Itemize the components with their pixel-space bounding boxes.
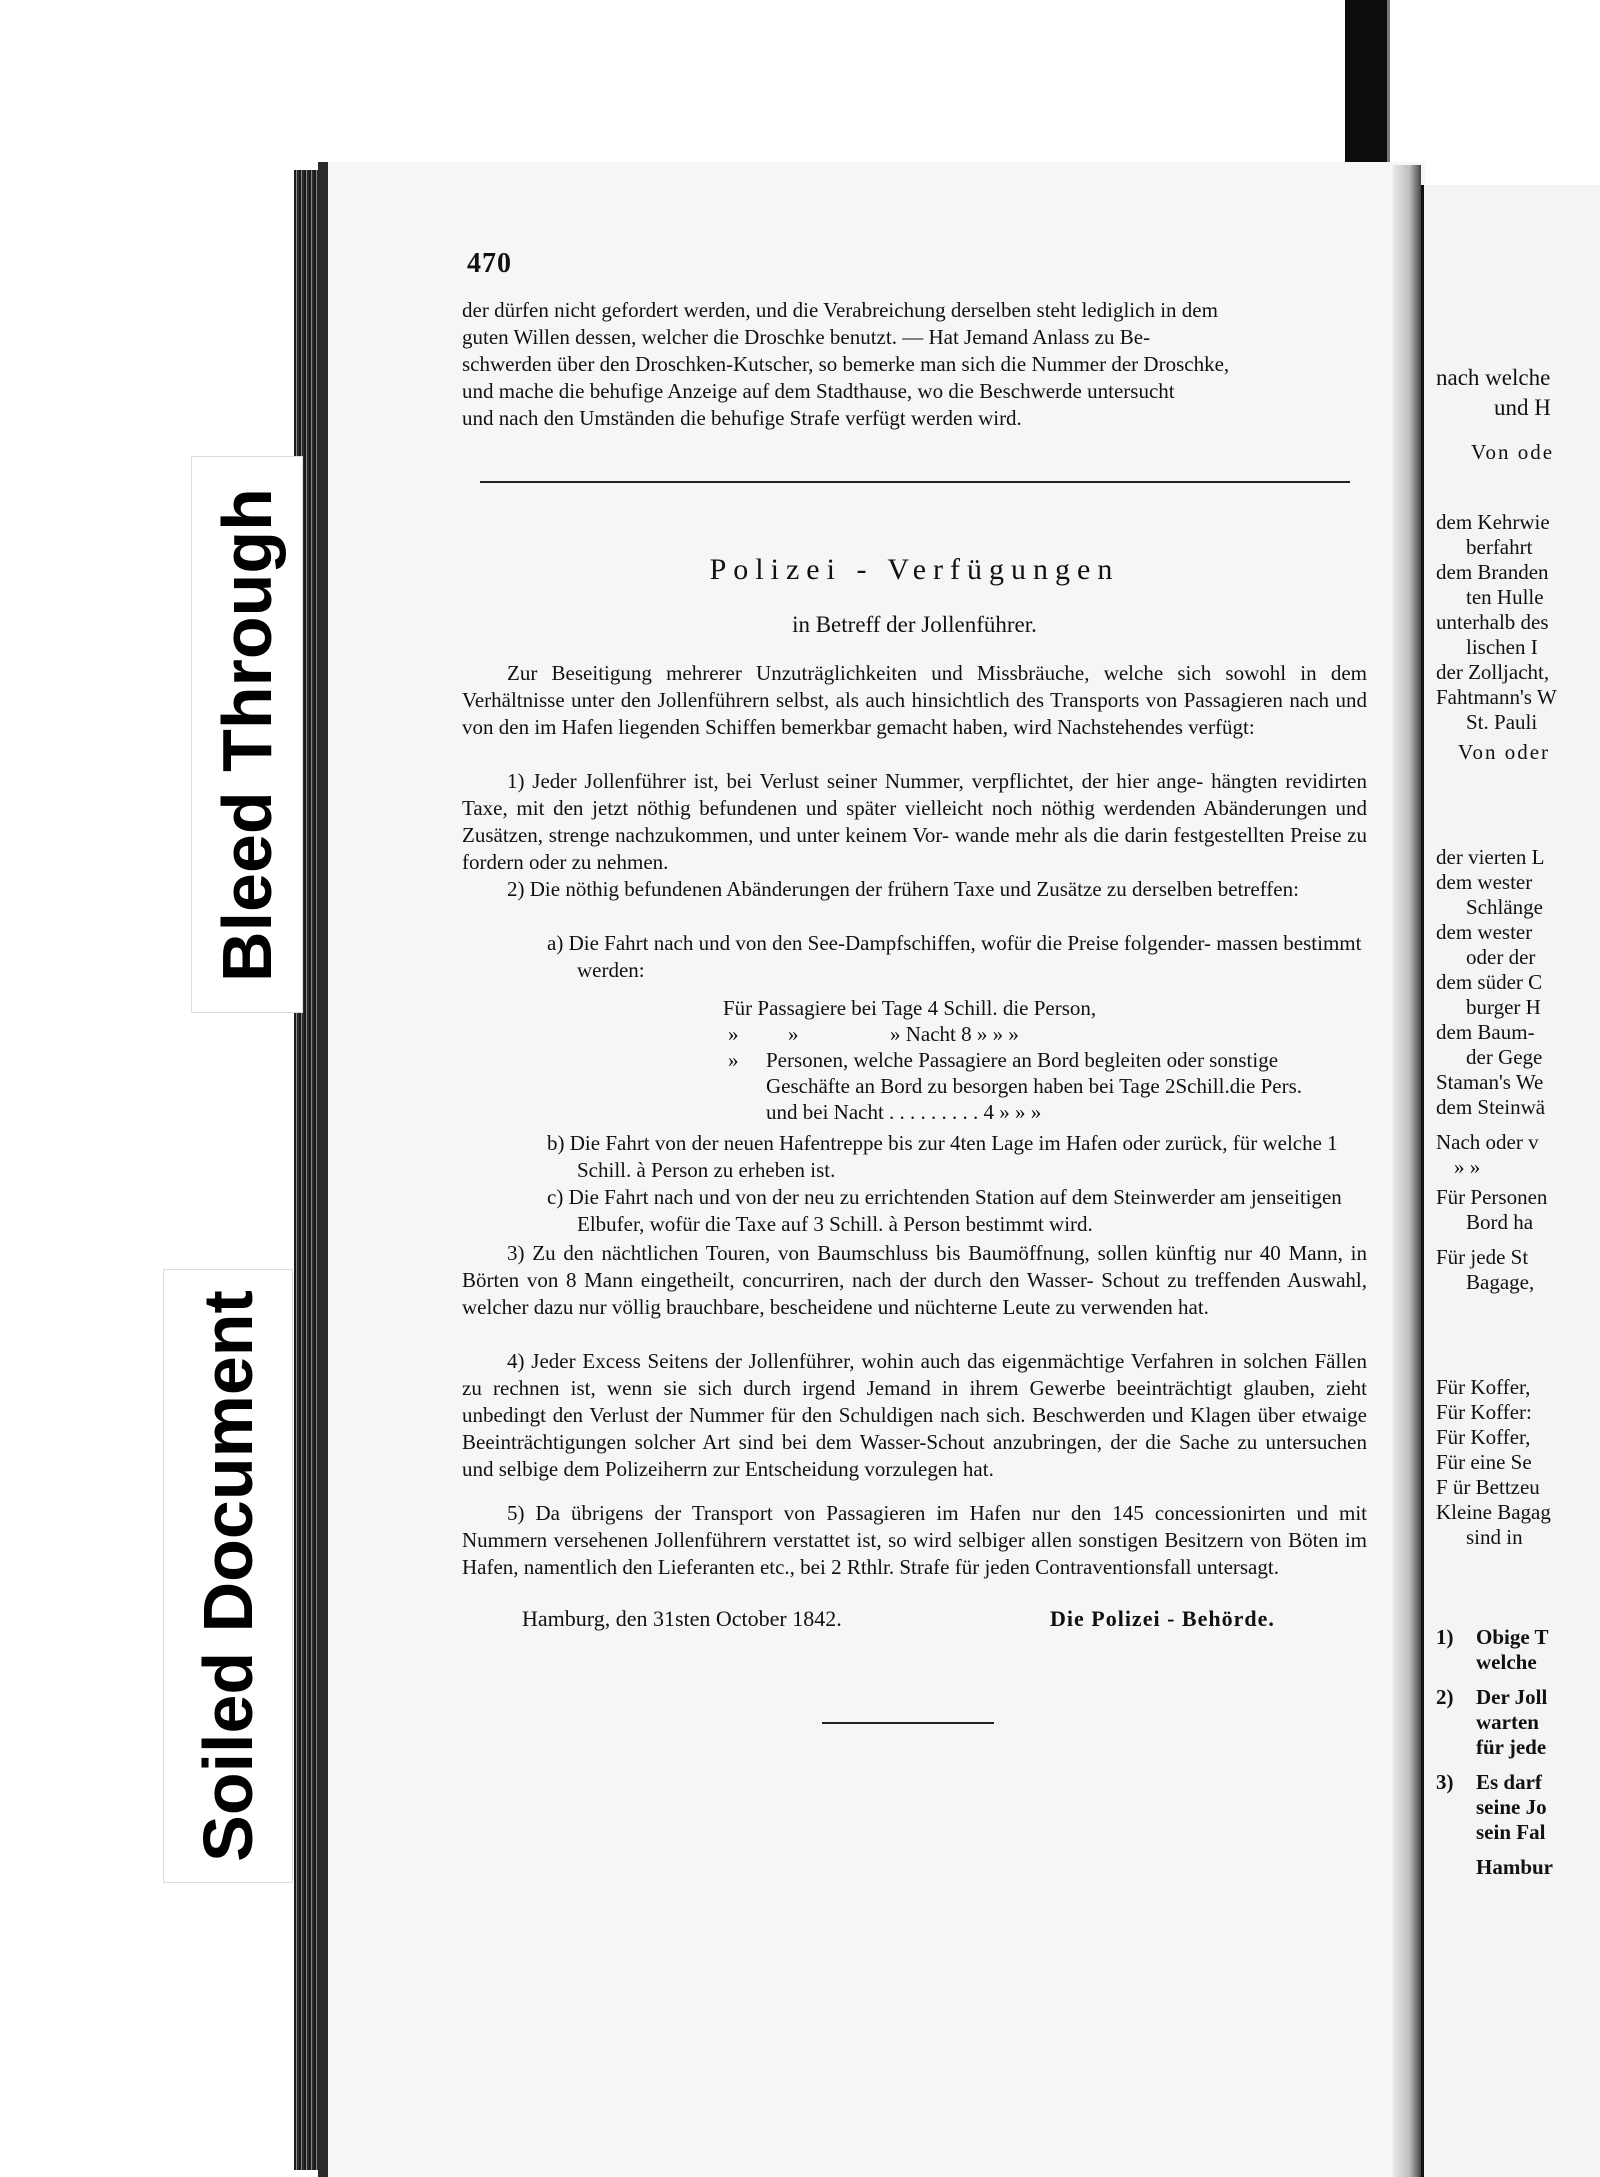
paragraph-5: 5) Da übrigens der Transport von Passagieren im Hafen nur den 145 concessionirten und mit Nummern versehenen Jollenführern verstattet ist, so wird selbiger allen sonstigen Besitzern von Böten im Hafen, namentlich den Lieferanten etc., bei 2 Rthlr. Strafe für jeden Contraventionsfall untersagt. bbox=[462, 1501, 1367, 1579]
page-number: 470 bbox=[467, 248, 512, 279]
text-line: dem Steinwä bbox=[1436, 1095, 1546, 1119]
document-subtitle: in Betreff der Jollenführer. bbox=[792, 612, 1037, 637]
text-line: sind in bbox=[1466, 1525, 1523, 1549]
text-line: F ür Bettzeu bbox=[1436, 1475, 1540, 1499]
bleed-through-label: Bleed Through bbox=[191, 456, 303, 1013]
list-number: 3) bbox=[1436, 1770, 1454, 1794]
text-line: Von ode bbox=[1471, 440, 1555, 464]
text-line: Von oder bbox=[1458, 740, 1551, 764]
paragraph-1: 1) Jeder Jollenführer ist, bei Verlust seiner Nummer, verpflichtet, der hier ange- hängten revidirten Taxe, mit den jetzt nöthig befundenen und später vielleicht noch nöthig werdenden Abänderungen und Zusätzen, strenge nachzukommen, und unter keinem Vor- wande mehr als die darin festgestellten Preise zu fordern oder zu nehmen. bbox=[462, 769, 1367, 874]
text-line: dem Branden bbox=[1436, 560, 1549, 584]
fare-line-4: Geschäfte an Bord zu besorgen haben bei Tage 2Schill.die Pers. bbox=[766, 1074, 1303, 1098]
text-line: Fahtmann's W bbox=[1436, 685, 1557, 709]
text-line: Für Koffer: bbox=[1436, 1400, 1532, 1424]
fare-line-2: » Nacht 8 » » » bbox=[890, 1022, 1019, 1046]
text-line: der dürfen nicht gefordert werden, und die Verabreichung derselben steht lediglich in dem bbox=[462, 298, 1218, 322]
binding-band bbox=[1345, 0, 1387, 165]
text-line: der vierten L bbox=[1436, 845, 1545, 869]
book-gutter bbox=[1393, 165, 1421, 2177]
soiled-document-label: Soiled Document bbox=[163, 1269, 293, 1883]
text-line: Kleine Bagag bbox=[1436, 1500, 1551, 1524]
text-line: dem wester bbox=[1436, 870, 1533, 894]
intro-paragraph: Zur Beseitigung mehrerer Unzuträglichkeiten und Missbräuche, welche sich sowohl in dem Verhältnisse unter den Jollenführern selbst, als auch hinsichtlich des Transports von Passagieren nach und von den im Hafen liegenden Schiffen bemerkbar gemacht haben, wird Nachstehendes verfügt: bbox=[462, 661, 1367, 739]
text-line: sein Fal bbox=[1476, 1820, 1546, 1844]
text-line: Nach oder v bbox=[1436, 1130, 1539, 1154]
text-line: Schlänge bbox=[1466, 895, 1543, 919]
text-line: dem wester bbox=[1436, 920, 1533, 944]
fare-quote: » bbox=[788, 1022, 799, 1046]
paragraph-2a: a) Die Fahrt nach und von den See-Dampfschiffen, wofür die Preise folgender- massen bestimmt werden: bbox=[547, 931, 1362, 982]
text-line: für jede bbox=[1476, 1735, 1547, 1759]
text-line: warten bbox=[1476, 1710, 1539, 1734]
section-divider bbox=[480, 481, 1350, 483]
right-page bbox=[1421, 185, 1600, 2177]
text-line: St. Pauli bbox=[1466, 710, 1538, 734]
text-line: ten Hulle bbox=[1466, 585, 1544, 609]
paragraph-2c: c) Die Fahrt nach und von der neu zu errichtenden Station auf dem Steinwerder am jenseitigen Elbufer, wofür die Taxe auf 3 Schill. à Person bestimmt wird. bbox=[547, 1185, 1342, 1236]
list-number: 1) bbox=[1436, 1625, 1454, 1649]
text-line: Der Joll bbox=[1476, 1685, 1548, 1709]
text-line: dem Kehrwie bbox=[1436, 510, 1550, 534]
place-date: Hamburg, den 31sten October 1842. bbox=[522, 1606, 842, 1631]
text-line: schwerden über den Droschken-Kutscher, so bemerke man sich die Nummer der Droschke, bbox=[462, 352, 1230, 376]
text-line: Bagage, bbox=[1466, 1270, 1535, 1294]
text-line: seine Jo bbox=[1476, 1795, 1547, 1819]
text-line: Für Koffer, bbox=[1436, 1425, 1531, 1449]
text-line: Staman's We bbox=[1436, 1070, 1544, 1094]
text-line: Für Personen bbox=[1436, 1185, 1548, 1209]
text-line: Es darf bbox=[1476, 1770, 1542, 1794]
binding-band-edge bbox=[1387, 0, 1390, 165]
text-line: guten Willen dessen, welcher die Droschke benutzt. — Hat Jemand Anlass zu Be- bbox=[462, 325, 1151, 349]
text-line: lischen I bbox=[1466, 635, 1538, 659]
text-line: burger H bbox=[1466, 995, 1541, 1019]
fare-line-1: Für Passagiere bei Tage 4 Schill. die Person, bbox=[723, 996, 1097, 1020]
text-line: Bord ha bbox=[1466, 1210, 1534, 1234]
text-line: dem süder C bbox=[1436, 970, 1543, 994]
text-line: Für eine Se bbox=[1436, 1450, 1532, 1474]
text-line: Obige T bbox=[1476, 1625, 1549, 1649]
text-line: » » bbox=[1454, 1155, 1481, 1179]
text-line: Für Koffer, bbox=[1436, 1375, 1531, 1399]
text-line: und nach den Umständen die behufige Strafe verfügt werden wird. bbox=[462, 406, 1022, 430]
text-line: oder der bbox=[1466, 945, 1536, 969]
end-rule bbox=[822, 1722, 994, 1724]
text-line: und H bbox=[1494, 395, 1551, 420]
text-line: und mache die behufige Anzeige auf dem Stadthause, wo die Beschwerde untersucht bbox=[462, 379, 1175, 403]
text-line: unterhalb des bbox=[1436, 610, 1549, 634]
text-line: der Zolljacht, bbox=[1436, 660, 1550, 684]
document-title: Polizei - Verfügungen bbox=[709, 553, 1120, 586]
text-line: dem Baum- bbox=[1436, 1020, 1535, 1044]
text-line: berfahrt bbox=[1466, 535, 1533, 559]
authority-signature: Die Polizei - Behörde. bbox=[1050, 1606, 1275, 1631]
text-line: welche bbox=[1476, 1650, 1537, 1674]
text-line: der Gege bbox=[1466, 1045, 1543, 1069]
text-line: Für jede St bbox=[1436, 1245, 1529, 1269]
fare-quote: » bbox=[728, 1022, 739, 1046]
fare-line-5: und bei Nacht . . . . . . . . . 4 » » » bbox=[766, 1100, 1042, 1124]
text-line: Hambur bbox=[1476, 1855, 1554, 1879]
paragraph-2: 2) Die nöthig befundenen Abänderungen der frühern Taxe und Zusätze zu derselben betreffen: bbox=[507, 877, 1299, 901]
text-line: nach welche bbox=[1436, 365, 1551, 390]
top-paragraph bbox=[462, 297, 1367, 432]
paragraph-4: 4) Jeder Excess Seitens der Jollenführer, wohin auch das eigenmächtige Verfahren in solchen Fällen zu rechnen ist, wenn sie sich durch irgend Jemand in ihrem Gewerbe beeinträchtigt glauben, zieht unbedingt den Verlust der Nummer für den Schuldigen nach sich. Beschwerden und Klagen über etwaige Beeinträchtigungen solcher Art sind bei dem Wasser-Schout anzubringen, der die Sache zu untersuchen und selbige dem Polizeiherrn zur Entscheidung vorzulegen hat. bbox=[462, 1349, 1367, 1481]
fare-quote: » bbox=[728, 1048, 739, 1072]
list-number: 2) bbox=[1436, 1685, 1454, 1709]
fare-line-3: Personen, welche Passagiere an Bord begleiten oder sonstige bbox=[766, 1048, 1279, 1072]
paragraph-3: 3) Zu den nächtlichen Touren, von Baumschluss bis Baumöffnung, sollen künftig nur 40 Mann, in Börten von 8 Mann eingetheilt, concurriren, nach der durch den Wasser- Schout zu treffenden Auswahl, welcher dazu nur völlig brauchbare, bescheidene und nüchterne Leute zu verwenden hat. bbox=[462, 1241, 1367, 1319]
paragraph-2b: b) Die Fahrt von der neuen Hafentreppe bis zur 4ten Lage im Hafen oder zurück, für welche 1 Schill. à Person zu erheben ist. bbox=[547, 1131, 1338, 1182]
